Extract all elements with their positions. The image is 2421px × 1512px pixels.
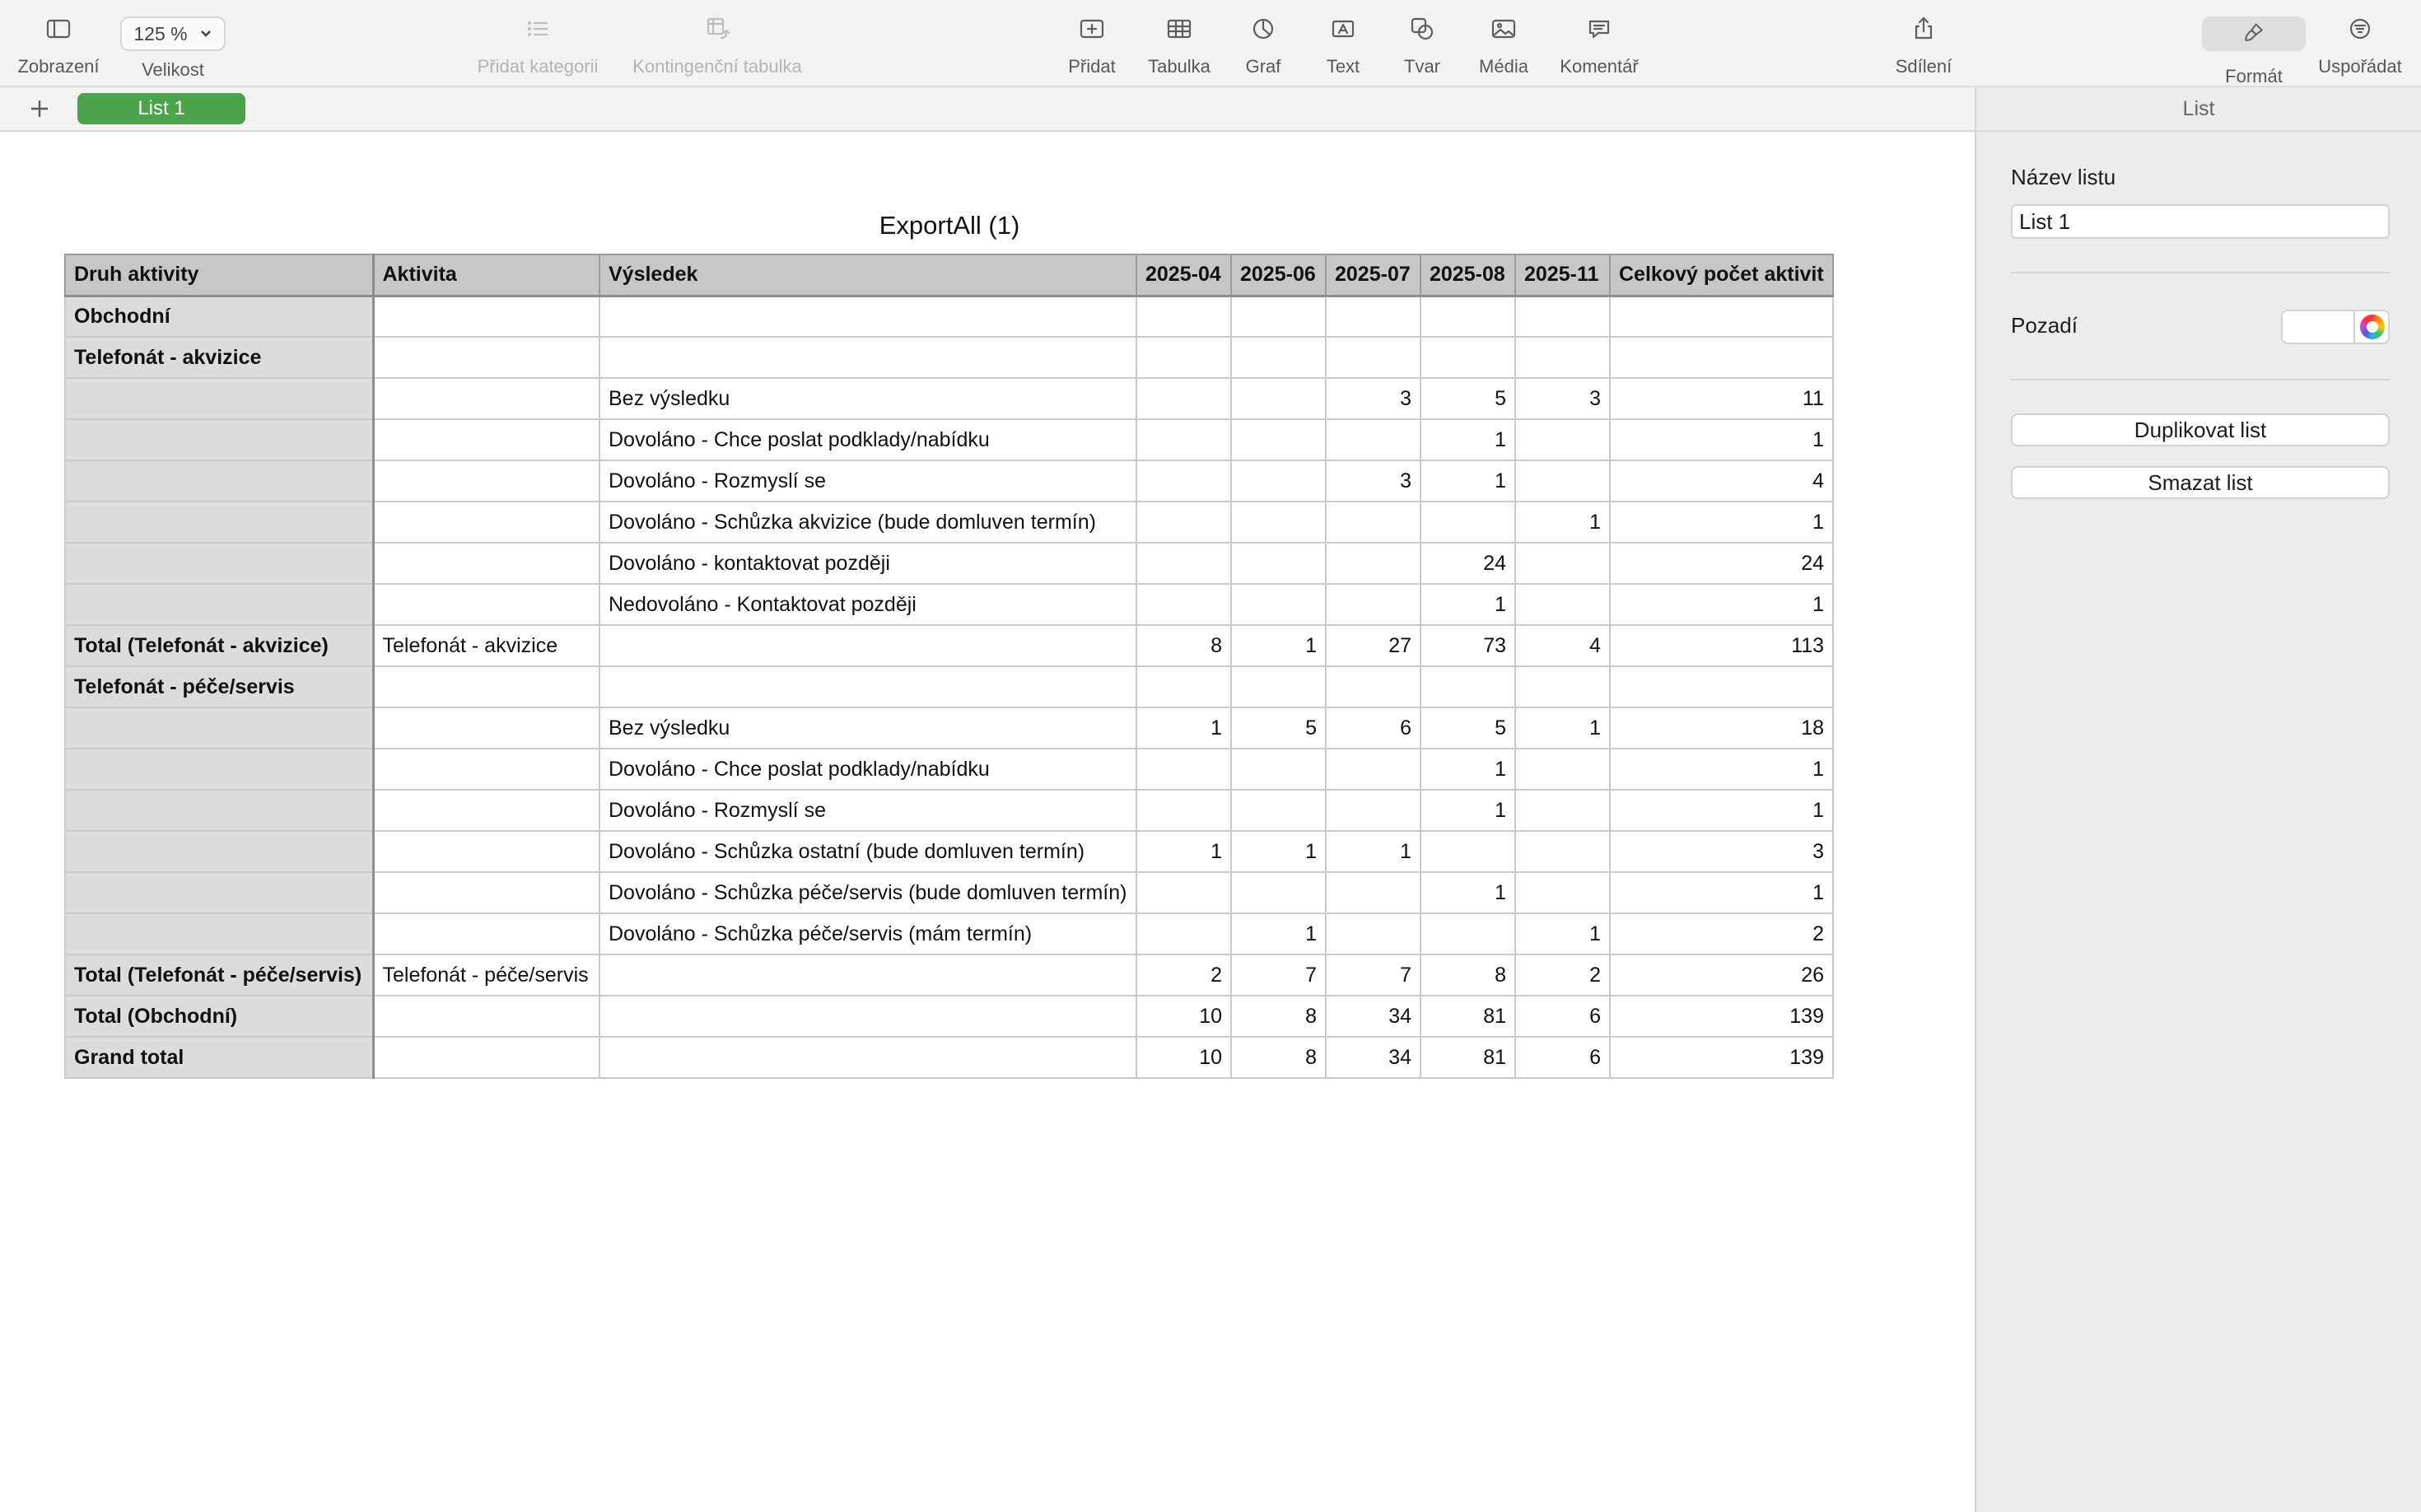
table-cell[interactable]: 8 bbox=[1136, 625, 1231, 666]
sheet-tab-list-1[interactable]: List 1 bbox=[77, 93, 245, 124]
data-table[interactable] bbox=[64, 254, 1834, 1079]
table-cell[interactable]: 24 bbox=[1420, 543, 1515, 584]
table-cell[interactable] bbox=[1515, 666, 1610, 707]
table-cell[interactable]: Obchodní bbox=[65, 296, 373, 337]
organize-button[interactable] bbox=[2312, 0, 2408, 87]
table-cell[interactable]: 8 bbox=[1231, 996, 1326, 1037]
table-cell[interactable] bbox=[1515, 337, 1610, 378]
table-cell[interactable] bbox=[1610, 296, 1833, 337]
table-cell[interactable] bbox=[65, 543, 373, 584]
media-button[interactable] bbox=[1471, 0, 1537, 87]
table-cell[interactable] bbox=[373, 913, 599, 954]
table-cell[interactable]: 5 bbox=[1420, 378, 1515, 419]
table-cell[interactable]: 1 bbox=[1610, 502, 1833, 543]
table-cell[interactable]: 73 bbox=[1420, 625, 1515, 666]
table-cell[interactable]: 5 bbox=[1231, 707, 1326, 749]
table-cell[interactable]: 34 bbox=[1326, 996, 1420, 1037]
table-cell[interactable] bbox=[1515, 749, 1610, 790]
table-cell[interactable]: 1 bbox=[1231, 913, 1326, 954]
table-cell[interactable] bbox=[1231, 502, 1326, 543]
table-row bbox=[65, 584, 1833, 625]
table-cell[interactable] bbox=[65, 872, 373, 913]
table-row bbox=[65, 543, 1833, 584]
table-cell[interactable] bbox=[1231, 296, 1326, 337]
table-cell[interactable]: 10 bbox=[1136, 1037, 1231, 1078]
organize-icon bbox=[2346, 15, 2374, 43]
panel-title: List bbox=[1976, 87, 2421, 132]
table-cell[interactable] bbox=[1326, 749, 1420, 790]
insert-label: Přidat bbox=[1068, 56, 1116, 77]
table-cell[interactable] bbox=[373, 996, 599, 1037]
comment-button[interactable] bbox=[1553, 0, 1645, 87]
table-cell[interactable]: 1 bbox=[1420, 749, 1515, 790]
table-cell[interactable] bbox=[65, 707, 373, 749]
list-icon bbox=[524, 15, 552, 43]
table-row bbox=[65, 625, 1833, 666]
table-cell[interactable]: Dovoláno - Schůzka ostatní (bude domluven termín) bbox=[599, 831, 1136, 872]
table-title[interactable]: ExportAll (1) bbox=[879, 211, 1020, 240]
table-cell[interactable]: 26 bbox=[1610, 954, 1833, 996]
table-cell[interactable]: 3 bbox=[1326, 460, 1420, 502]
table-cell[interactable]: Bez výsledku bbox=[599, 707, 1136, 749]
table-cell[interactable]: 1 bbox=[1136, 831, 1231, 872]
table-cell[interactable] bbox=[65, 419, 373, 460]
table-cell[interactable] bbox=[1420, 913, 1515, 954]
table-cell[interactable] bbox=[373, 296, 599, 337]
table-cell[interactable]: 2 bbox=[1136, 954, 1231, 996]
table-cell[interactable] bbox=[1420, 502, 1515, 543]
table-row bbox=[65, 502, 1833, 543]
table-cell[interactable]: Telefonát - akvizice bbox=[65, 337, 373, 378]
table-cell[interactable] bbox=[1231, 460, 1326, 502]
table-cell[interactable] bbox=[1326, 790, 1420, 831]
table-cell[interactable] bbox=[1136, 502, 1231, 543]
table-cell[interactable] bbox=[1420, 666, 1515, 707]
share-icon bbox=[1910, 15, 1938, 43]
table-cell[interactable]: 27 bbox=[1326, 625, 1420, 666]
pivot-table-icon bbox=[703, 15, 731, 43]
table-row bbox=[65, 1037, 1833, 1078]
media-icon bbox=[1490, 15, 1518, 43]
table-cell[interactable]: Dovoláno - Rozmyslí se bbox=[599, 460, 1136, 502]
table-cell[interactable] bbox=[1610, 337, 1833, 378]
table-cell[interactable] bbox=[373, 584, 599, 625]
table-cell[interactable]: 3 bbox=[1326, 378, 1420, 419]
table-cell[interactable] bbox=[1326, 502, 1420, 543]
table-cell[interactable] bbox=[1231, 419, 1326, 460]
table-row bbox=[65, 872, 1833, 913]
column-header[interactable]: 2025-08 bbox=[1420, 254, 1515, 296]
add-category-label: Přidat kategorii bbox=[477, 56, 599, 77]
table-cell[interactable] bbox=[1515, 543, 1610, 584]
table-cell[interactable]: 1 bbox=[1420, 790, 1515, 831]
shape-button[interactable] bbox=[1392, 0, 1453, 87]
table-cell[interactable] bbox=[1136, 790, 1231, 831]
table-cell[interactable]: 1 bbox=[1515, 707, 1610, 749]
table-cell[interactable]: 1 bbox=[1610, 872, 1833, 913]
chart-label: Graf bbox=[1245, 56, 1281, 77]
table-cell[interactable]: 10 bbox=[1136, 996, 1231, 1037]
table-row bbox=[65, 790, 1833, 831]
table-cell[interactable] bbox=[599, 666, 1136, 707]
column-header[interactable]: 2025-11 bbox=[1515, 254, 1610, 296]
table-cell[interactable] bbox=[1231, 584, 1326, 625]
table-cell[interactable] bbox=[1136, 460, 1231, 502]
table-cell[interactable] bbox=[1136, 296, 1231, 337]
pivot-table-button[interactable] bbox=[624, 0, 810, 87]
table-cell[interactable] bbox=[373, 707, 599, 749]
table-row bbox=[65, 337, 1833, 378]
table-cell[interactable]: 7 bbox=[1326, 954, 1420, 996]
table-cell[interactable] bbox=[1326, 666, 1420, 707]
table-cell[interactable]: 2 bbox=[1610, 913, 1833, 954]
chevron-down-icon bbox=[199, 27, 212, 40]
table-cell[interactable] bbox=[65, 749, 373, 790]
table-cell[interactable]: Total (Telefonát - péče/servis) bbox=[65, 954, 373, 996]
paintbrush-icon bbox=[2241, 21, 2266, 46]
table-cell[interactable]: Telefonát - akvizice bbox=[373, 625, 599, 666]
table-cell[interactable] bbox=[373, 337, 599, 378]
table-cell[interactable]: 3 bbox=[1515, 378, 1610, 419]
table-cell[interactable] bbox=[65, 584, 373, 625]
table-row bbox=[65, 378, 1833, 419]
insert-icon bbox=[1078, 15, 1106, 43]
chart-button[interactable] bbox=[1234, 0, 1293, 87]
table-cell[interactable] bbox=[373, 831, 599, 872]
table-row bbox=[65, 749, 1833, 790]
table-cell[interactable]: 1 bbox=[1610, 419, 1833, 460]
table-cell[interactable]: Dovoláno - Schůzka péče/servis (bude domluven termín) bbox=[599, 872, 1136, 913]
table-cell[interactable]: Telefonát - péče/servis bbox=[65, 666, 373, 707]
table-cell[interactable] bbox=[1231, 543, 1326, 584]
add-category-button[interactable] bbox=[468, 0, 608, 87]
table-cell[interactable] bbox=[373, 872, 599, 913]
table-row bbox=[65, 831, 1833, 872]
table-cell[interactable]: Dovoláno - Schůzka akvizice (bude domluven termín) bbox=[599, 502, 1136, 543]
chart-icon bbox=[1249, 15, 1277, 43]
table-cell[interactable] bbox=[599, 996, 1136, 1037]
table-cell[interactable]: 1 bbox=[1515, 913, 1610, 954]
column-header[interactable]: Výsledek bbox=[599, 254, 1136, 296]
table-cell[interactable] bbox=[65, 831, 373, 872]
table-cell[interactable]: 6 bbox=[1515, 1037, 1610, 1078]
add-sheet-button[interactable] bbox=[25, 94, 54, 124]
table-cell[interactable] bbox=[1326, 337, 1420, 378]
view-label: Zobrazení bbox=[17, 56, 100, 77]
comment-label: Komentář bbox=[1560, 56, 1639, 77]
column-header[interactable]: 2025-07 bbox=[1326, 254, 1420, 296]
background-label: Pozadí bbox=[2011, 313, 2078, 338]
table-cell[interactable]: 8 bbox=[1231, 1037, 1326, 1078]
table-cell[interactable]: 11 bbox=[1610, 378, 1833, 419]
table-cell[interactable] bbox=[1420, 296, 1515, 337]
table-cell[interactable] bbox=[1515, 460, 1610, 502]
table-cell[interactable] bbox=[1231, 666, 1326, 707]
table-cell[interactable] bbox=[1326, 296, 1420, 337]
table-cell[interactable] bbox=[1136, 749, 1231, 790]
table-cell[interactable] bbox=[1515, 872, 1610, 913]
table-cell[interactable] bbox=[1326, 419, 1420, 460]
table-cell[interactable]: Telefonát - péče/servis bbox=[373, 954, 599, 996]
table-cell[interactable]: 113 bbox=[1610, 625, 1833, 666]
insert-button[interactable] bbox=[1059, 0, 1125, 87]
table-cell[interactable]: Grand total bbox=[65, 1037, 373, 1078]
shape-icon bbox=[1408, 15, 1436, 43]
table-cell[interactable] bbox=[1420, 831, 1515, 872]
table-cell[interactable]: 4 bbox=[1515, 625, 1610, 666]
share-label: Sdílení bbox=[1895, 56, 1952, 77]
format-panel bbox=[1975, 87, 2421, 1512]
table-row bbox=[65, 913, 1833, 954]
table-cell[interactable]: 18 bbox=[1610, 707, 1833, 749]
table-cell[interactable]: 1 bbox=[1231, 625, 1326, 666]
table-row bbox=[65, 419, 1833, 460]
table-cell[interactable] bbox=[65, 913, 373, 954]
table-row bbox=[65, 296, 1833, 337]
table-cell[interactable] bbox=[1136, 913, 1231, 954]
text-label: Text bbox=[1326, 56, 1360, 77]
zoom-select[interactable] bbox=[120, 16, 226, 51]
table-cell[interactable]: Total (Obchodní) bbox=[65, 996, 373, 1037]
table-cell[interactable]: 24 bbox=[1610, 543, 1833, 584]
table-cell[interactable] bbox=[1136, 666, 1231, 707]
table-row bbox=[65, 666, 1833, 707]
table-cell[interactable] bbox=[1136, 543, 1231, 584]
table-cell[interactable]: 81 bbox=[1420, 996, 1515, 1037]
column-header[interactable]: Celkový počet aktivit bbox=[1610, 254, 1833, 296]
table-cell[interactable] bbox=[1326, 872, 1420, 913]
table-cell[interactable] bbox=[373, 460, 599, 502]
table-cell[interactable]: Dovoláno - Rozmyslí se bbox=[599, 790, 1136, 831]
panel-divider bbox=[2011, 272, 2390, 273]
table-cell[interactable] bbox=[1231, 749, 1326, 790]
table-cell[interactable]: 8 bbox=[1420, 954, 1515, 996]
column-header[interactable]: Druh aktivity bbox=[65, 254, 373, 296]
sidebar-icon bbox=[44, 15, 72, 43]
shape-label: Tvar bbox=[1404, 56, 1440, 77]
zoom-control bbox=[119, 0, 227, 87]
table-cell[interactable] bbox=[599, 1037, 1136, 1078]
table-cell[interactable] bbox=[599, 337, 1136, 378]
table-cell[interactable] bbox=[1610, 666, 1833, 707]
table-cell[interactable]: 1 bbox=[1420, 872, 1515, 913]
table-cell[interactable]: 1 bbox=[1610, 584, 1833, 625]
table-cell[interactable]: 4 bbox=[1610, 460, 1833, 502]
table-cell[interactable] bbox=[373, 502, 599, 543]
table-cell[interactable] bbox=[65, 378, 373, 419]
table-cell[interactable]: 3 bbox=[1610, 831, 1833, 872]
table-cell[interactable] bbox=[1231, 872, 1326, 913]
table-cell[interactable] bbox=[1136, 337, 1231, 378]
plus-icon bbox=[29, 98, 50, 119]
table-header-row bbox=[65, 254, 1833, 296]
table-cell[interactable]: 1 bbox=[1610, 790, 1833, 831]
organize-label: Uspořádat bbox=[2318, 56, 2402, 77]
table-cell[interactable]: 139 bbox=[1610, 996, 1833, 1037]
table-cell[interactable]: Dovoláno - Schůzka péče/servis (mám termín) bbox=[599, 913, 1136, 954]
table-cell[interactable] bbox=[1136, 378, 1231, 419]
table-cell[interactable]: 81 bbox=[1420, 1037, 1515, 1078]
table-cell[interactable] bbox=[65, 460, 373, 502]
table-cell[interactable]: 7 bbox=[1231, 954, 1326, 996]
table-cell[interactable]: 1 bbox=[1326, 831, 1420, 872]
share-button[interactable] bbox=[1887, 0, 1960, 87]
table-row bbox=[65, 460, 1833, 502]
table-cell[interactable] bbox=[373, 378, 599, 419]
table-label: Tabulka bbox=[1148, 56, 1210, 77]
table-cell[interactable] bbox=[1326, 584, 1420, 625]
color-wheel-icon[interactable] bbox=[2360, 315, 2385, 339]
table-cell[interactable] bbox=[1326, 913, 1420, 954]
table-cell[interactable] bbox=[1326, 543, 1420, 584]
table-cell[interactable] bbox=[65, 790, 373, 831]
duplicate-sheet-button[interactable]: Duplikovat list bbox=[2011, 413, 2390, 446]
table-cell[interactable] bbox=[373, 1037, 599, 1078]
delete-sheet-button[interactable]: Smazat list bbox=[2011, 466, 2390, 499]
table-cell[interactable] bbox=[373, 543, 599, 584]
table-cell[interactable]: 2 bbox=[1515, 954, 1610, 996]
table-cell[interactable] bbox=[1136, 872, 1231, 913]
table-cell[interactable] bbox=[1136, 584, 1231, 625]
table-cell[interactable] bbox=[1515, 831, 1610, 872]
pivot-table-label: Kontingenční tabulka bbox=[632, 56, 802, 77]
table-row bbox=[65, 996, 1833, 1037]
table-cell[interactable] bbox=[373, 749, 599, 790]
table-cell[interactable]: 1 bbox=[1231, 831, 1326, 872]
format-label: Formát bbox=[2225, 66, 2283, 86]
sheet-name-label: Název listu bbox=[2011, 165, 2116, 189]
column-header[interactable]: 2025-06 bbox=[1231, 254, 1326, 296]
table-cell[interactable]: Bez výsledku bbox=[599, 378, 1136, 419]
table-cell[interactable] bbox=[1231, 337, 1326, 378]
table-cell[interactable]: 6 bbox=[1515, 996, 1610, 1037]
zoom-value: 125 % bbox=[133, 22, 188, 44]
sheet-tab-bar bbox=[0, 87, 1975, 132]
table-cell[interactable]: 34 bbox=[1326, 1037, 1420, 1078]
table-cell[interactable] bbox=[599, 296, 1136, 337]
toolbar bbox=[0, 0, 2421, 87]
sheet-canvas bbox=[0, 132, 1975, 1512]
table-cell[interactable]: Nedovoláno - Kontaktovat později bbox=[599, 584, 1136, 625]
table-cell[interactable] bbox=[373, 419, 599, 460]
table-cell[interactable] bbox=[65, 502, 373, 543]
table-cell[interactable] bbox=[1515, 296, 1610, 337]
table-body bbox=[65, 296, 1833, 1078]
table-cell[interactable]: 5 bbox=[1420, 707, 1515, 749]
table-row bbox=[65, 954, 1833, 996]
table-cell[interactable] bbox=[1420, 337, 1515, 378]
table-cell[interactable]: Dovoláno - Chce poslat podklady/nabídku bbox=[599, 419, 1136, 460]
table-cell[interactable] bbox=[1231, 790, 1326, 831]
table-cell[interactable] bbox=[1515, 790, 1610, 831]
table-cell[interactable] bbox=[599, 954, 1136, 996]
table-cell[interactable]: Dovoláno - Chce poslat podklady/nabídku bbox=[599, 749, 1136, 790]
table-cell[interactable] bbox=[1136, 419, 1231, 460]
table-cell[interactable]: 1 bbox=[1610, 749, 1833, 790]
table-cell[interactable]: 139 bbox=[1610, 1037, 1833, 1078]
format-button[interactable] bbox=[2202, 0, 2306, 87]
table-cell[interactable]: 1 bbox=[1136, 707, 1231, 749]
table-cell[interactable]: 1 bbox=[1420, 460, 1515, 502]
table-cell[interactable] bbox=[599, 625, 1136, 666]
color-well-divider bbox=[2353, 311, 2355, 343]
table-cell[interactable] bbox=[1515, 419, 1610, 460]
table-cell[interactable]: 6 bbox=[1326, 707, 1420, 749]
table-cell[interactable]: Dovoláno - kontaktovat později bbox=[599, 543, 1136, 584]
table-row bbox=[65, 707, 1833, 749]
column-header[interactable]: Aktivita bbox=[373, 254, 599, 296]
panel-divider bbox=[2011, 379, 2390, 380]
table-cell[interactable] bbox=[373, 666, 599, 707]
media-label: Média bbox=[1479, 56, 1528, 77]
table-cell[interactable] bbox=[1231, 378, 1326, 419]
background-color-well[interactable] bbox=[2281, 310, 2390, 344]
table-cell[interactable]: 1 bbox=[1420, 584, 1515, 625]
zoom-label: Velikost bbox=[142, 59, 204, 80]
table-cell[interactable]: 1 bbox=[1420, 419, 1515, 460]
sheet-name-input[interactable] bbox=[2011, 204, 2390, 239]
text-button[interactable] bbox=[1313, 0, 1374, 87]
column-header[interactable]: 2025-04 bbox=[1136, 254, 1231, 296]
table-icon bbox=[1165, 15, 1193, 43]
table-cell[interactable] bbox=[373, 790, 599, 831]
table-cell[interactable] bbox=[1515, 584, 1610, 625]
table-cell[interactable]: 1 bbox=[1515, 502, 1610, 543]
table-cell[interactable]: Total (Telefonát - akvizice) bbox=[65, 625, 373, 666]
table-button[interactable] bbox=[1140, 0, 1219, 87]
text-box-icon bbox=[1329, 15, 1357, 43]
view-button[interactable] bbox=[12, 0, 105, 87]
comment-icon bbox=[1585, 15, 1613, 43]
